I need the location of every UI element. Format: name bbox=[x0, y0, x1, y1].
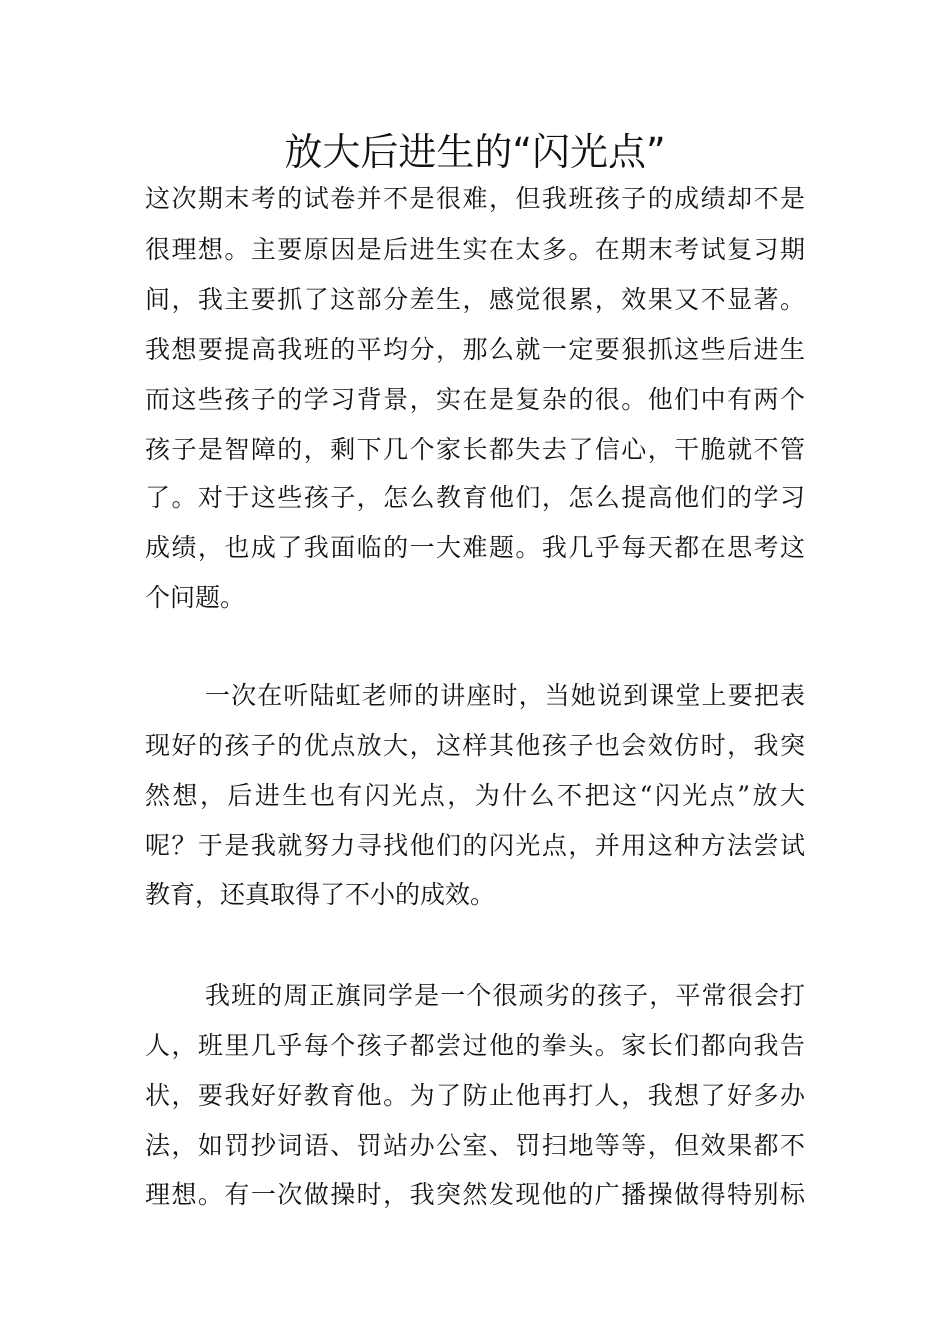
text-line: 法，如罚抄词语、罚站办公室、罚扫地等等，但效果都不 bbox=[145, 1131, 805, 1160]
text-line: 孩子是智障的，剩下几个家长都失去了信心，干脆就不管 bbox=[145, 435, 805, 464]
text-line: 间，我主要抓了这部分差生，感觉很累，效果又不显著。 bbox=[145, 285, 805, 314]
document-title: 放大后进生的“闪光点” bbox=[284, 130, 666, 174]
text-line: 然想，后进生也有闪光点，为什么不把这“闪光点”放大 bbox=[145, 781, 805, 810]
text-line: 教育，还真取得了不小的成效。 bbox=[145, 880, 496, 909]
text-line: 成绩，也成了我面临的一大难题。我几乎每天都在思考这 bbox=[145, 533, 805, 562]
text-line: 我班的周正旗同学是一个很顽劣的孩子，平常很会打 bbox=[205, 981, 805, 1010]
text-line: 状，要我好好教育他。为了防止他再打人，我想了好多办 bbox=[145, 1081, 805, 1110]
text-line: 很理想。主要原因是后进生实在太多。在期末考试复习期 bbox=[145, 235, 805, 264]
text-line: 理想。有一次做操时，我突然发现他的广播操做得特别标 bbox=[145, 1180, 805, 1209]
text-line: 个问题。 bbox=[145, 583, 246, 612]
text-line: 我想要提高我班的平均分，那么就一定要狠抓这些后进生 bbox=[145, 335, 805, 364]
text-line: 而这些孩子的学习背景，实在是复杂的很。他们中有两个 bbox=[145, 385, 805, 414]
text-line: 呢？于是我就努力寻找他们的闪光点，并用这种方法尝试 bbox=[145, 831, 805, 860]
text-line: 人，班里几乎每个孩子都尝过他的拳头。家长们都向我告 bbox=[145, 1031, 805, 1060]
text-line: 这次期末考的试卷并不是很难，但我班孩子的成绩却不是 bbox=[145, 184, 805, 213]
text-line: 现好的孩子的优点放大，这样其他孩子也会效仿时，我突 bbox=[145, 731, 805, 760]
text-line: 一次在听陆虹老师的讲座时，当她说到课堂上要把表 bbox=[205, 681, 805, 710]
text-line: 了。对于这些孩子，怎么教育他们，怎么提高他们的学习 bbox=[145, 483, 805, 512]
